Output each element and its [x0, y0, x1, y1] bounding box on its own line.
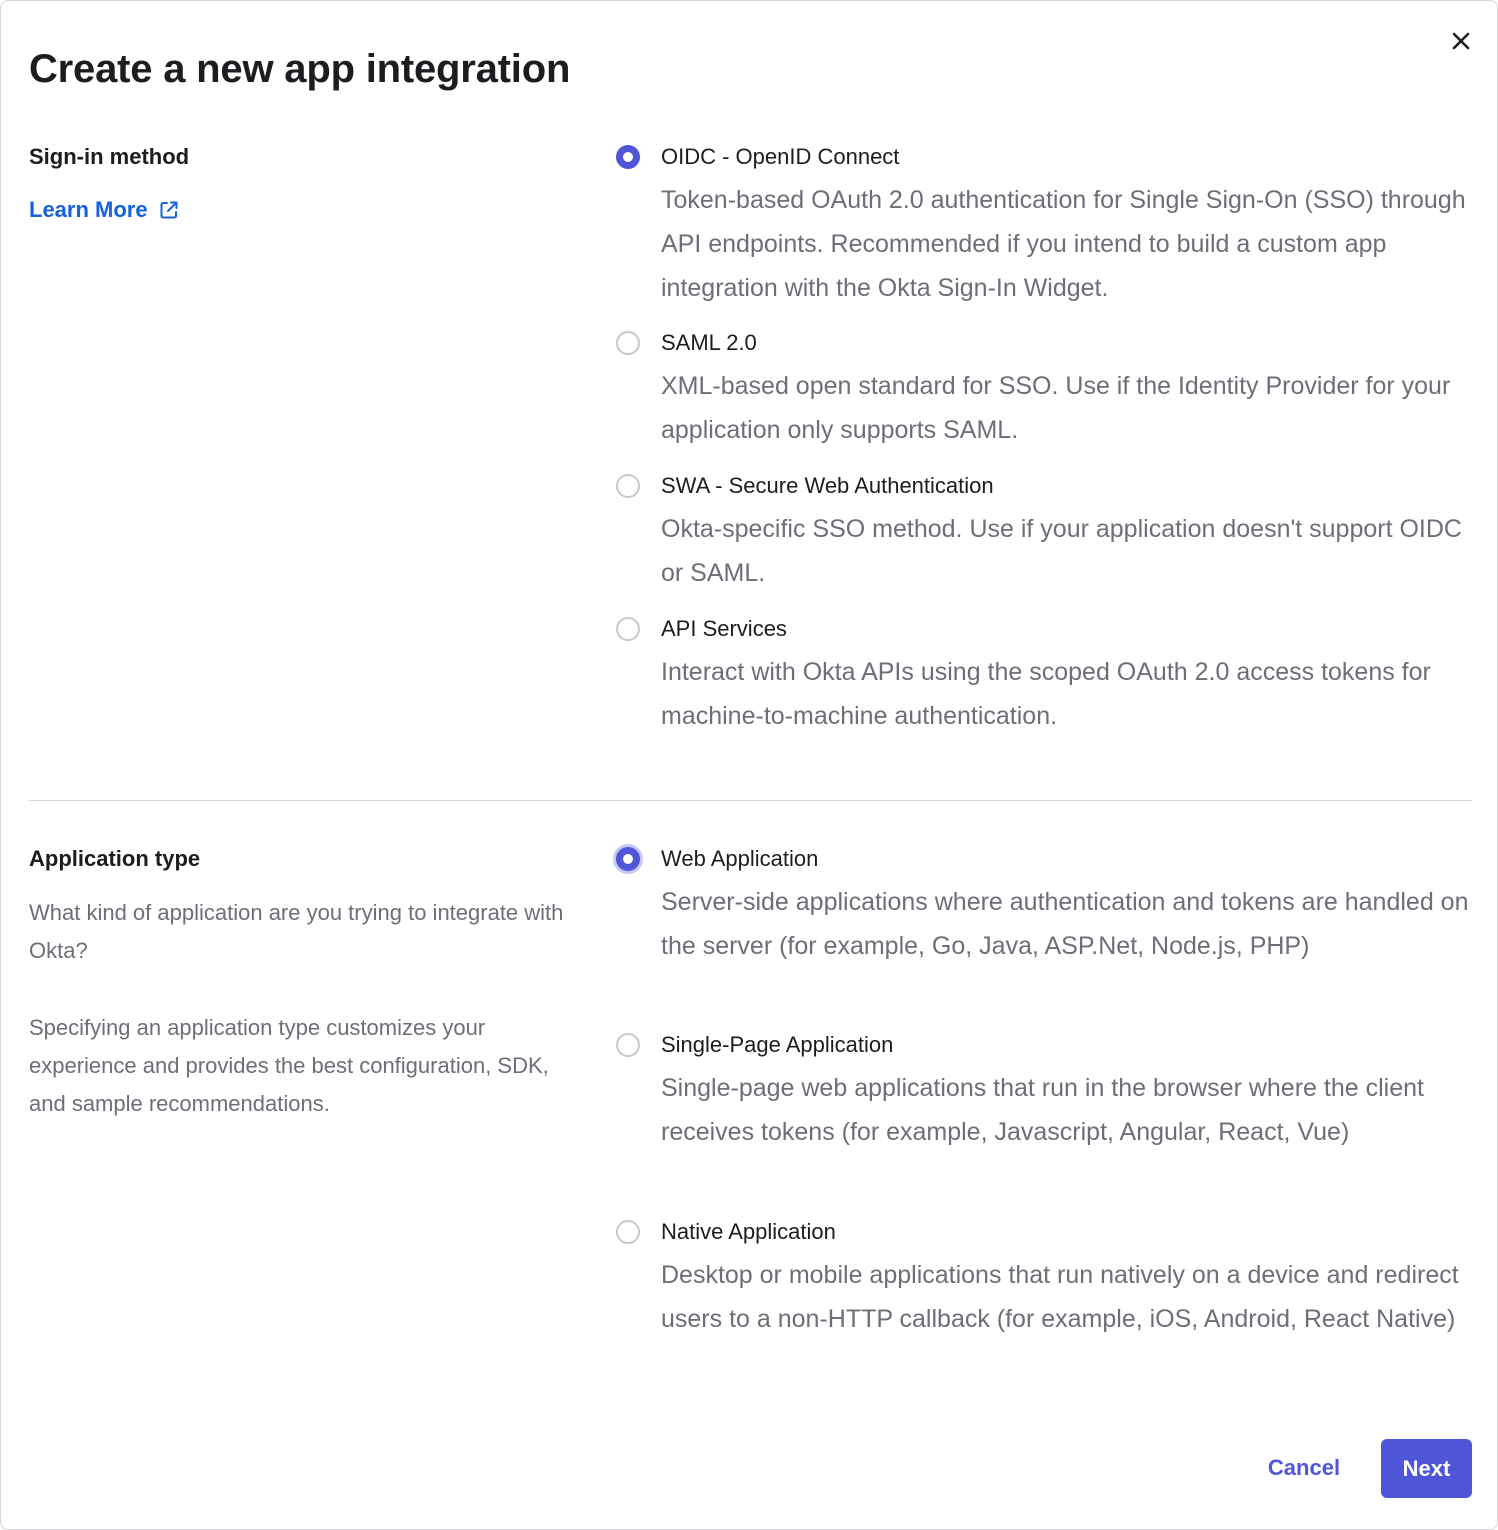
option-label: OIDC - OpenID Connect	[661, 144, 900, 169]
radio-button[interactable]	[616, 1220, 640, 1244]
close-button[interactable]	[1447, 27, 1475, 55]
option-description: Okta-specific SSO method. Use if your application doesn't support OIDC or SAML.	[661, 515, 1462, 587]
option-label: Web Application	[661, 846, 819, 871]
dialog-title: Create a new app integration	[29, 47, 571, 91]
radio-button[interactable]	[616, 847, 640, 871]
cancel-button[interactable]: Cancel	[1249, 1439, 1359, 1497]
radio-button[interactable]	[616, 617, 640, 641]
sign-in-method-label: Sign-in method	[29, 144, 190, 169]
radio-button[interactable]	[616, 145, 640, 169]
option-label: SWA - Secure Web Authentication	[661, 473, 994, 498]
option-label: SAML 2.0	[661, 330, 757, 355]
section-divider	[29, 800, 1472, 801]
next-button[interactable]: Next	[1381, 1439, 1472, 1498]
option-description: Single-page web applications that run in the browser where the client receives tokens (for example, Javascript, Angular, React, Vue)	[661, 1074, 1424, 1146]
radio-button[interactable]	[616, 1033, 640, 1057]
radio-button[interactable]	[616, 474, 640, 498]
close-icon	[1452, 32, 1470, 50]
external-link-icon	[158, 199, 180, 221]
option-label: API Services	[661, 616, 787, 641]
application-type-label: Application type	[29, 846, 201, 871]
application-type-help: Specifying an application type customizes your experience and provides the best configuration, SDK, and sample recommendations.	[29, 1015, 549, 1116]
option-description: XML-based open standard for SSO. Use if the Identity Provider for your application only supports SAML.	[661, 372, 1451, 444]
option-description: Desktop or mobile applications that run natively on a device and redirect users to a non-HTTP callback (for example, iOS, Android, React Native)	[661, 1261, 1459, 1333]
radio-button[interactable]	[616, 331, 640, 355]
option-description: Interact with Okta APIs using the scoped OAuth 2.0 access tokens for machine-to-machine authentication.	[661, 658, 1431, 730]
learn-more-label: Learn More	[29, 197, 148, 222]
option-description: Token-based OAuth 2.0 authentication for Single Sign-On (SSO) through API endpoints. Recommended if you intend to build a custom app integration with the Okta Sign-In Widget.	[661, 186, 1466, 302]
option-label: Native Application	[661, 1219, 836, 1244]
learn-more-link[interactable]	[29, 197, 180, 223]
option-label: Single-Page Application	[661, 1032, 894, 1057]
application-type-question: What kind of application are you trying to integrate with Okta?	[29, 900, 564, 963]
option-description: Server-side applications where authentication and tokens are handled on the server (for example, Go, Java, ASP.Net, Node.js, PHP)	[661, 888, 1469, 960]
